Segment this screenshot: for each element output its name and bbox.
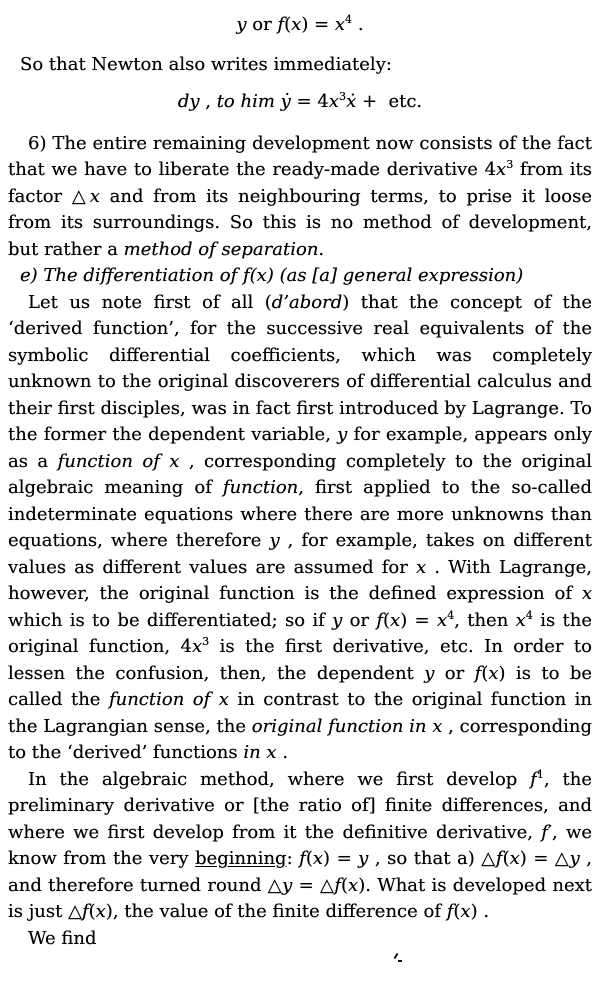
paragraph-lagrange-derived-function: Let us note first of all (d’abord) that the concept of the ‘derived function’, for the successive real equivalents of the symbolic differential coefficients, which was completely unknown to the original discoverers of differential calculus and their first disciples, was in fact first introduced by Lagrange. To the former the dependent variable, y for example, appears only as a function of x , corresponding completely to the original algebraic meaning of function, first applied to the so-called indeterminate equations where there are more unknowns than equations, where therefore y , for example, takes on different values as different values are assumed for x . With Lagrange, however, the original function is the defined expression of x which is to be differentiated; so if y or $f(x) = x^4$, then $x^4$ is the original function, $4x^3$ is the first derivative, etc. In order to lessen the confusion, then, the dependent y or f(x) is to be called the function of x in contrast to the original function in the Lagrangian sense, the original function in x , corresponding to the ‘derived’ functions in x .	[8, 291, 593, 763]
section-heading-e-differentiation: e) The differentiation of f(x) (as [a] general expression)	[20, 265, 524, 286]
paragraph-6-method-of-separation: 6) The entire remaining development now consists of the fact that we have to liberate the ready-made derivative $4x^3$ from its factor △x and from its neighbouring terms, to prise it loose from its surroundings. So this is no method of development, but rather a method of separation.	[8, 132, 592, 260]
display-equation-dy-newton: dy , to him ẏ = $4x^3ẋ$ + etc.	[177, 90, 423, 112]
paragraph-newton-intro: So that Newton also writes immediately:	[20, 53, 392, 75]
paragraph-we-find: We find	[28, 927, 97, 949]
scan-ink-speck	[393, 953, 403, 965]
display-equation-y-equals-x4: y or $f(x) = x^4$ .	[236, 13, 364, 35]
paragraph-algebraic-method: In the algebraic method, where we first develop $f^1$, the preliminary derivative or [the ratio of] finite differences, and where we first develop from it the definitive derivative, f′, we know from the very beginning: f(x) = y , so that a) △f(x) = △y , and therefore turned round △y = △f(x). What is developed next is just △f(x), the value of the finite difference of f(x) .	[8, 767, 593, 922]
